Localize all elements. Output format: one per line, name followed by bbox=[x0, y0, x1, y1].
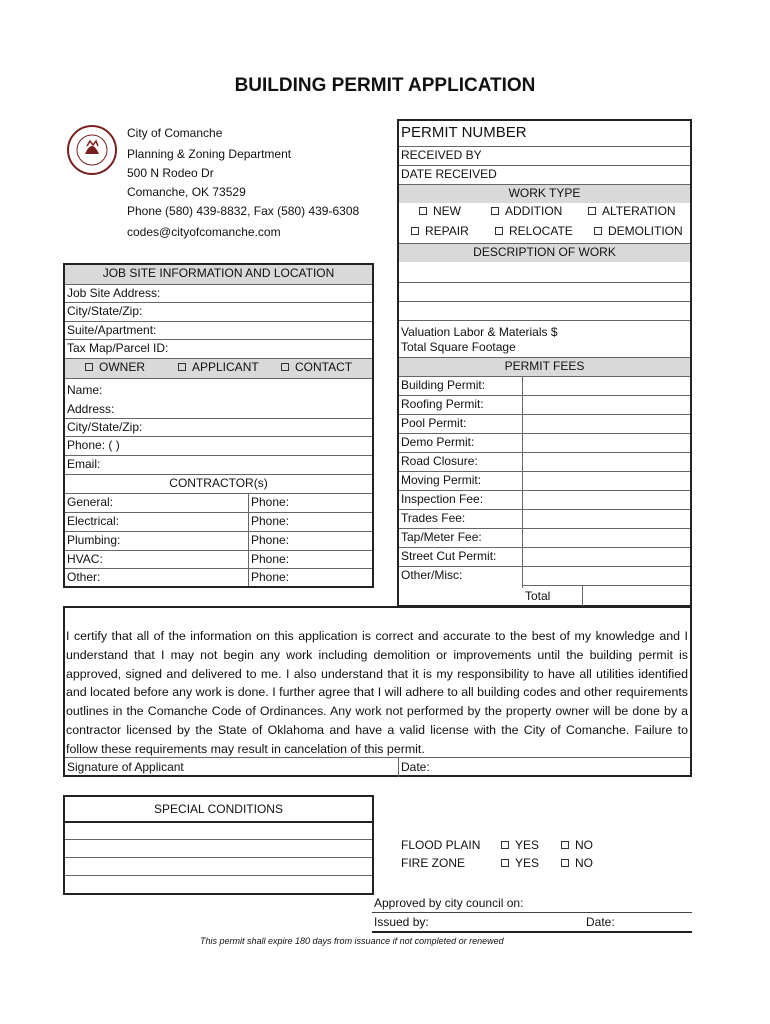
signature-label[interactable]: Signature of Applicant bbox=[67, 760, 184, 774]
job-site-header: JOB SITE INFORMATION AND LOCATION bbox=[65, 265, 372, 284]
flood-plain-no[interactable]: NO bbox=[561, 838, 593, 852]
special-condition-line[interactable] bbox=[65, 857, 372, 875]
contractor-phone-label: Phone: bbox=[251, 552, 290, 566]
city-name: City of Comanche bbox=[127, 126, 223, 140]
signature-row bbox=[65, 757, 690, 777]
contractors-list bbox=[65, 493, 372, 586]
checkbox-icon[interactable] bbox=[85, 363, 93, 371]
contractor-general[interactable]: General: Phone: bbox=[65, 493, 372, 512]
contact-address-field[interactable]: Address: bbox=[67, 402, 115, 416]
special-conditions-box bbox=[63, 795, 374, 895]
approval-divider bbox=[372, 931, 692, 933]
role-owner[interactable]: OWNER bbox=[85, 359, 145, 376]
date-label[interactable]: Date: bbox=[401, 760, 430, 774]
work-type-new[interactable]: NEW bbox=[419, 203, 461, 220]
fee-row[interactable]: Street Cut Permit: bbox=[399, 547, 690, 566]
checkbox-icon[interactable] bbox=[419, 207, 427, 215]
contact-email-field[interactable]: Email: bbox=[65, 455, 372, 474]
checkbox-icon[interactable] bbox=[561, 841, 569, 849]
contractor-electrical[interactable]: Electrical: Phone: bbox=[65, 512, 372, 531]
work-type-row-2 bbox=[399, 223, 690, 243]
permit-number-label[interactable]: PERMIT NUMBER bbox=[401, 124, 527, 141]
job-site-city-field[interactable]: City/State/Zip: bbox=[65, 302, 372, 321]
certification-box bbox=[63, 606, 692, 777]
job-site-address-field[interactable]: Job Site Address: bbox=[65, 284, 372, 302]
work-type-header: WORK TYPE bbox=[399, 184, 690, 203]
work-type-repair[interactable]: REPAIR bbox=[411, 223, 469, 240]
city-address: 500 N Rodeo Dr bbox=[127, 166, 214, 180]
checkbox-icon[interactable] bbox=[491, 207, 499, 215]
work-type-row-1 bbox=[399, 203, 690, 223]
fee-row[interactable]: Inspection Fee: bbox=[399, 490, 690, 509]
contact-name-field[interactable]: Name: bbox=[65, 378, 372, 399]
special-condition-line[interactable] bbox=[65, 875, 372, 893]
description-line-1[interactable] bbox=[399, 262, 690, 282]
fee-row[interactable]: Moving Permit: bbox=[399, 471, 690, 490]
council-approval-label[interactable]: Approved by city council on: bbox=[374, 896, 524, 910]
total-label: Total bbox=[525, 589, 551, 603]
job-site-suite-field[interactable]: Suite/Apartment: bbox=[65, 321, 372, 339]
fees-list bbox=[399, 376, 690, 605]
special-condition-line[interactable] bbox=[65, 839, 372, 857]
contact-phone-field[interactable]: Phone: ( ) bbox=[65, 436, 372, 455]
tax-map-field[interactable]: Tax Map/Parcel ID: bbox=[65, 339, 372, 358]
fire-zone-yes[interactable]: YES bbox=[501, 856, 539, 870]
contractor-phone-label: Phone: bbox=[251, 570, 290, 584]
fee-row[interactable]: Trades Fee: bbox=[399, 509, 690, 528]
fee-row[interactable]: Roofing Permit: bbox=[399, 395, 690, 414]
page-title: BUILDING PERMIT APPLICATION bbox=[234, 75, 536, 96]
fire-zone-label: FIRE ZONE bbox=[401, 856, 466, 870]
checkbox-icon[interactable] bbox=[501, 859, 509, 867]
certification-text: I certify that all of the information on this application is correct and accurate to the best of my knowledge and I understand that I may not begin any work including demolition or improvements until the building permit is approved, signed and delivered to me. I also understand that it is my responsibility to have all utilities identified and located before any work is done. I further agree that I will adhere to all building codes and other requirements outlines in the Comanche Code of Ordinances. Any work not performed by the property owner will be done by a contractor licensed by the State of Oklahoma and have a valid license with the City of Comanche. Failure to follow these requirements may result in cancelation of this permit. bbox=[66, 629, 688, 756]
checkbox-icon[interactable] bbox=[561, 859, 569, 867]
issued-by-label[interactable]: Issued by: bbox=[374, 915, 429, 929]
expiration-notice: This permit shall expire 180 days from issuance if not completed or renewed bbox=[200, 936, 504, 946]
total-row bbox=[522, 585, 690, 606]
work-type-demolition[interactable]: DEMOLITION bbox=[594, 223, 683, 240]
role-applicant[interactable]: APPLICANT bbox=[178, 359, 259, 376]
permit-box bbox=[397, 119, 692, 607]
square-footage-field[interactable]: Total Square Footage bbox=[401, 340, 516, 354]
contractor-other[interactable]: Other: Phone: bbox=[65, 568, 372, 586]
issued-date-label[interactable]: Date: bbox=[586, 915, 615, 929]
fee-row[interactable]: Pool Permit: bbox=[399, 414, 690, 433]
contractors-header: CONTRACTOR(s) bbox=[65, 474, 372, 493]
description-header: DESCRIPTION OF WORK bbox=[399, 243, 690, 262]
approval-divider bbox=[372, 912, 692, 913]
job-site-box bbox=[63, 263, 374, 588]
fee-row[interactable]: Other/Misc: bbox=[399, 566, 690, 585]
role-contact[interactable]: CONTACT bbox=[281, 359, 352, 376]
city-state-zip: Comanche, OK 73529 bbox=[127, 185, 246, 199]
contractor-phone-label: Phone: bbox=[251, 495, 290, 509]
city-email: codes@cityofcomanche.com bbox=[127, 225, 281, 239]
fire-zone-no[interactable]: NO bbox=[561, 856, 593, 870]
work-type-alteration[interactable]: ALTERATION bbox=[588, 203, 676, 220]
checkbox-icon[interactable] bbox=[594, 227, 602, 235]
description-line-3[interactable] bbox=[399, 301, 690, 320]
fee-row[interactable]: Demo Permit: bbox=[399, 433, 690, 452]
permit-fees-header: PERMIT FEES bbox=[399, 357, 690, 376]
checkbox-icon[interactable] bbox=[411, 227, 419, 235]
special-condition-line[interactable] bbox=[65, 821, 372, 839]
contractor-phone-label: Phone: bbox=[251, 514, 290, 528]
flood-plain-label: FLOOD PLAIN bbox=[401, 838, 481, 852]
department-name: Planning & Zoning Department bbox=[127, 147, 292, 161]
work-type-addition[interactable]: ADDITION bbox=[491, 203, 562, 220]
received-by-field[interactable]: RECEIVED BY bbox=[399, 146, 690, 165]
date-received-field[interactable]: DATE RECEIVED bbox=[399, 165, 690, 184]
contractor-hvac[interactable]: HVAC: Phone: bbox=[65, 550, 372, 568]
work-type-relocate[interactable]: RELOCATE bbox=[495, 223, 573, 240]
valuation-field[interactable]: Valuation Labor & Materials $ bbox=[399, 320, 690, 339]
city-phone-fax: Phone (580) 439-8832, Fax (580) 439-6308 bbox=[127, 204, 360, 218]
description-line-2[interactable] bbox=[399, 282, 690, 301]
checkbox-icon[interactable] bbox=[495, 227, 503, 235]
checkbox-icon[interactable] bbox=[281, 363, 289, 371]
city-seal-logo bbox=[66, 124, 118, 176]
contractor-phone-label: Phone: bbox=[251, 533, 290, 547]
contact-city-field[interactable]: City/State/Zip: bbox=[65, 418, 372, 436]
checkbox-icon[interactable] bbox=[178, 363, 186, 371]
role-selector bbox=[65, 358, 372, 378]
flood-plain-yes[interactable]: YES bbox=[501, 838, 539, 852]
special-conditions-header: SPECIAL CONDITIONS bbox=[154, 802, 283, 816]
fee-row[interactable]: Tap/Meter Fee: bbox=[399, 528, 690, 547]
fee-row[interactable]: Road Closure: bbox=[399, 452, 690, 471]
contractor-plumbing[interactable]: Plumbing: Phone: bbox=[65, 531, 372, 550]
fee-row[interactable]: Building Permit: bbox=[399, 376, 690, 395]
checkbox-icon[interactable] bbox=[588, 207, 596, 215]
checkbox-icon[interactable] bbox=[501, 841, 509, 849]
